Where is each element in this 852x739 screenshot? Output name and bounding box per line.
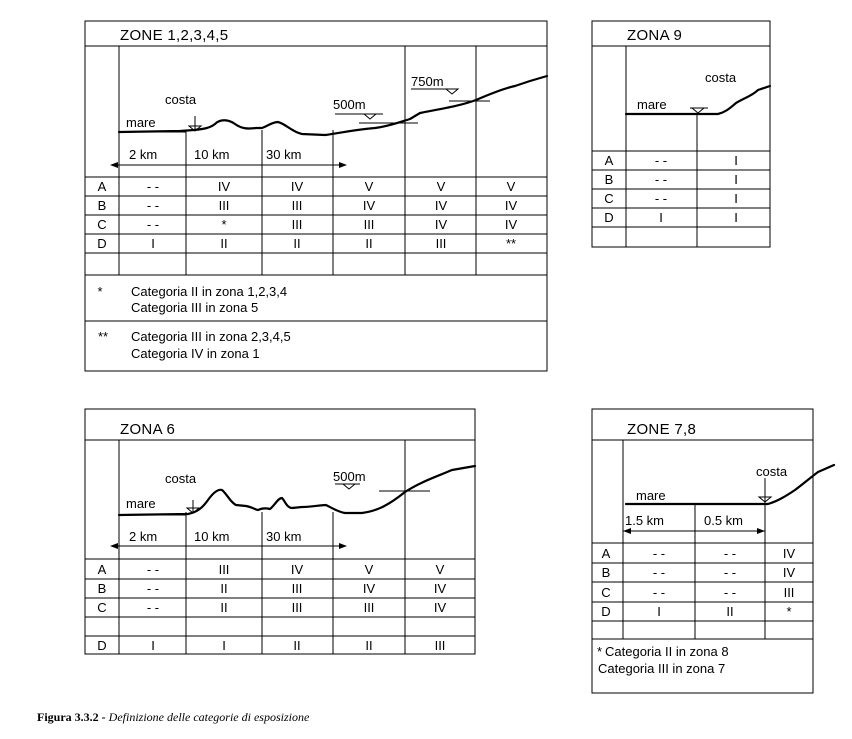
category-label: A <box>97 562 107 577</box>
table-cell: IV <box>290 179 304 194</box>
table-cell: I <box>734 191 738 206</box>
table-cell: II <box>365 638 373 653</box>
distance-label: 30 km <box>266 529 302 544</box>
footnote-line: Categoria III in zona 5 <box>131 300 259 315</box>
table-cell: I <box>659 210 663 225</box>
figure-caption <box>37 710 309 725</box>
category-label: B <box>97 198 107 213</box>
table-cell: V <box>364 562 374 577</box>
costa-label: costa <box>756 464 788 479</box>
category-label: D <box>97 236 107 251</box>
table-cell: I <box>222 638 226 653</box>
table-cell: - - <box>654 153 668 168</box>
altitude-750m-label: 750m <box>411 74 444 89</box>
footnote-line: Categoria IV in zona 1 <box>131 346 260 361</box>
table-cell: I <box>734 153 738 168</box>
panel-title: ZONA 9 <box>627 27 683 44</box>
caption-text: Definizione delle categorie di esposizione <box>108 710 310 724</box>
costa-label: costa <box>705 70 737 85</box>
table-cell: V <box>506 179 516 194</box>
table-cell: ** <box>505 236 517 251</box>
table-cell: - - <box>654 191 668 206</box>
table-cell: IV <box>434 198 448 213</box>
table-cell: II <box>220 581 228 596</box>
category-label: B <box>604 172 614 187</box>
table-cell: - - <box>654 172 668 187</box>
panel-title: ZONE 7,8 <box>627 421 697 438</box>
table-cell: - - <box>146 600 160 615</box>
table-cell: III <box>435 236 447 251</box>
category-label: C <box>601 585 611 600</box>
category-label: C <box>97 600 107 615</box>
table-cell: III <box>291 581 303 596</box>
table-cell: III <box>218 198 230 213</box>
table-cell: IV <box>433 600 447 615</box>
panel-title: ZONE 1,2,3,4,5 <box>120 27 229 44</box>
table-cell: IV <box>504 217 518 232</box>
category-label: C <box>97 217 107 232</box>
table-cell: I <box>657 604 661 619</box>
table-cell: V <box>364 179 374 194</box>
table-cell: - - <box>723 565 737 580</box>
table-cell: III <box>783 585 795 600</box>
table-cell: * <box>221 217 227 232</box>
table-cell: IV <box>362 198 376 213</box>
table-cell: IV <box>434 217 448 232</box>
table-cell: IV <box>217 179 231 194</box>
table-cell: I <box>151 236 155 251</box>
panel-zone-1-5 <box>85 21 547 371</box>
footnote-line: Categoria II in zona 8 <box>605 644 729 659</box>
distance-label: 0.5 km <box>704 513 744 528</box>
table-cell: III <box>434 638 446 653</box>
costa-label: costa <box>165 92 197 107</box>
distance-label: 10 km <box>194 147 230 162</box>
table-cell: IV <box>504 198 518 213</box>
category-label: D <box>97 638 107 653</box>
table-cell: IV <box>362 581 376 596</box>
footnote-mark: ** <box>97 329 109 344</box>
distance-label: 30 km <box>266 147 302 162</box>
distance-label: 10 km <box>194 529 230 544</box>
table-cell: - - <box>146 198 160 213</box>
table-cell: - - <box>146 179 160 194</box>
table-cell: III <box>218 562 230 577</box>
table-cell: II <box>726 604 734 619</box>
table-cell: IV <box>433 581 447 596</box>
table-cell: - - <box>652 585 666 600</box>
table-cell: II <box>293 236 301 251</box>
table-cell: I <box>734 210 738 225</box>
table-cell: III <box>363 600 375 615</box>
category-label: B <box>601 565 611 580</box>
footnote-line: Categoria III in zona 2,3,4,5 <box>131 329 291 344</box>
mare-label: mare <box>126 496 156 511</box>
footnote-line: Categoria III in zona 7 <box>598 661 726 676</box>
category-label: D <box>604 210 614 225</box>
caption-label: Figura 3.3.2 - <box>37 710 109 724</box>
costa-label: costa <box>165 471 197 486</box>
table-cell: IV <box>782 565 796 580</box>
distance-label: 2 km <box>129 529 158 544</box>
table-cell: - - <box>146 562 160 577</box>
table-cell: III <box>291 600 303 615</box>
category-label: A <box>604 153 614 168</box>
footnote-line: Categoria II in zona 1,2,3,4 <box>131 284 288 299</box>
table-cell: - - <box>146 217 160 232</box>
footnote-mark: * <box>97 284 103 299</box>
mare-label: mare <box>636 488 666 503</box>
footnote-mark: * <box>597 644 603 659</box>
table-cell: - - <box>652 546 666 561</box>
table-cell: - - <box>652 565 666 580</box>
table-cell: - - <box>723 585 737 600</box>
category-label: C <box>604 191 614 206</box>
table-cell: * <box>786 604 792 619</box>
table-cell: II <box>220 236 228 251</box>
panel-title: ZONA 6 <box>120 421 176 438</box>
table-cell: I <box>734 172 738 187</box>
table-cell: III <box>363 217 375 232</box>
category-label: A <box>97 179 107 194</box>
category-label: B <box>97 581 107 596</box>
table-cell: III <box>291 217 303 232</box>
table-cell: - - <box>723 546 737 561</box>
table-cell: - - <box>146 581 160 596</box>
panel-zona-9 <box>592 21 770 247</box>
category-label: A <box>601 546 611 561</box>
table-cell: III <box>291 198 303 213</box>
mare-label: mare <box>637 97 667 112</box>
altitude-500m-label: 500m <box>333 469 366 484</box>
table-cell: V <box>435 562 445 577</box>
panel-zone-7-8 <box>592 409 834 693</box>
mare-label: mare <box>126 115 156 130</box>
table-cell: II <box>293 638 301 653</box>
table-cell: IV <box>290 562 304 577</box>
distance-label: 1.5 km <box>625 513 665 528</box>
panel-zona-6 <box>85 409 475 654</box>
table-cell: V <box>436 179 446 194</box>
table-cell: II <box>365 236 373 251</box>
distance-label: 2 km <box>129 147 158 162</box>
altitude-500m-label: 500m <box>333 97 366 112</box>
category-label: D <box>601 604 611 619</box>
table-cell: I <box>151 638 155 653</box>
table-cell: IV <box>782 546 796 561</box>
table-cell: II <box>220 600 228 615</box>
